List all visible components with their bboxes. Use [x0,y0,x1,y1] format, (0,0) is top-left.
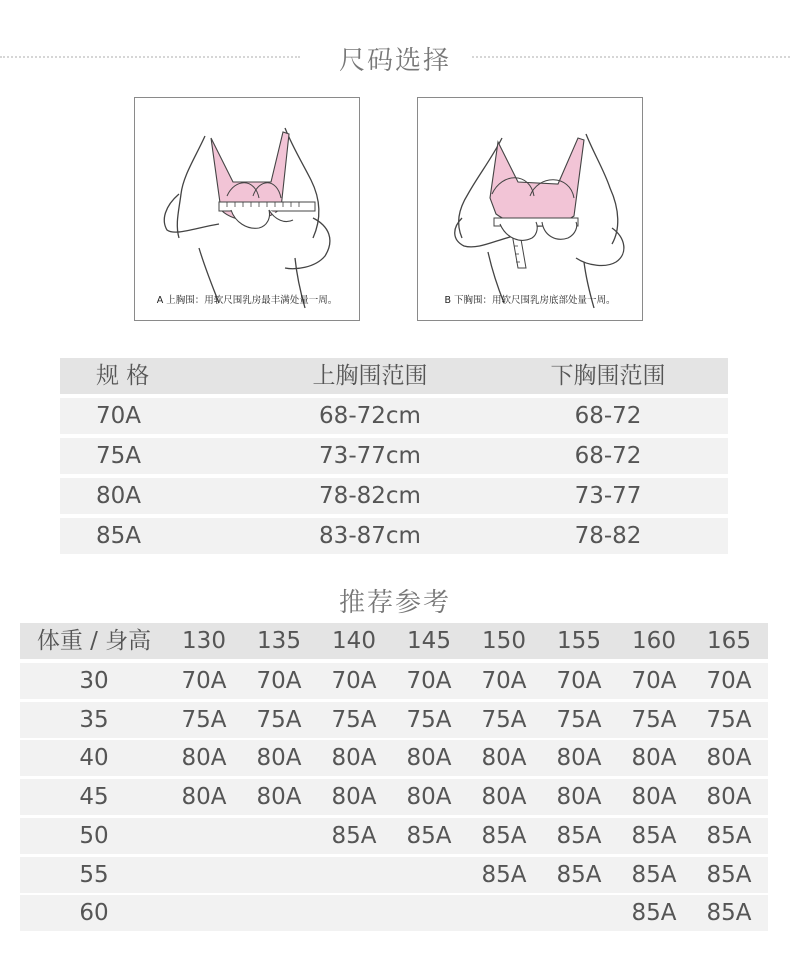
size-recommendation-cell: 80A [181,784,227,811]
size-recommendation-cell: 75A [631,706,677,733]
size-recommendation-cell: 85A [706,900,752,927]
size-recommendation-cell: 80A [256,784,302,811]
table-row [20,779,768,815]
size-recommendation-cell: 85A [406,822,452,849]
table-row [20,857,768,893]
size-recommendation-cell: 75A [556,706,602,733]
weight-cell: 55 [79,861,109,888]
size-recommendation-cell: 80A [556,784,602,811]
size-recommendation-cell: 70A [181,668,227,694]
size-recommendation-cell: 85A [556,822,602,849]
figure-b-caption: B 下胸围：用软尺围乳房底部处量一周。 [444,295,616,306]
size-recommendation-cell: 85A [556,861,602,888]
size-recommendation-cell: 75A [331,706,377,733]
header-under-bust: 下胸围范围 [550,363,666,389]
weight-cell: 45 [79,784,109,811]
corner-header: 体重 / 身高 [36,628,152,654]
table-row [20,702,768,738]
weight-cell: 30 [79,668,109,694]
size-cell: 70A [96,403,142,429]
section-title-size: 尺码选择 [338,46,451,76]
height-header: 160 [632,628,676,654]
size-recommendation-cell: 70A [481,668,527,694]
table-row [60,398,728,434]
size-recommendation-cell: 80A [331,745,377,772]
upper-bust-cell: 68-72cm [319,403,421,429]
reference-header-row [20,623,768,659]
size-recommendation-cell: 70A [256,668,302,694]
weight-cell: 35 [79,706,109,733]
size-recommendation-cell: 70A [406,668,452,694]
size-recommendation-cell: 70A [331,668,377,694]
upper-bust-cell: 73-77cm [319,443,421,469]
section-title-reference: 推荐参考 [338,588,451,618]
size-recommendation-cell: 75A [706,706,752,733]
size-cell: 85A [96,523,142,549]
size-recommendation-cell: 70A [556,668,602,694]
size-recommendation-cell: 80A [631,745,677,772]
size-recommendation-cell: 85A [481,861,527,888]
size-recommendation-cell: 85A [631,822,677,849]
under-bust-cell: 68-72 [574,443,642,469]
size-recommendation-cell: 80A [481,745,527,772]
size-recommendation-cell: 85A [706,861,752,888]
size-recommendation-cell: 80A [631,784,677,811]
size-recommendation-cell: 85A [631,900,677,927]
size-recommendation-cell: 70A [631,668,677,694]
upper-bust-cell: 83-87cm [319,523,421,549]
weight-cell: 50 [79,822,109,849]
table-row [20,895,768,931]
size-recommendation-cell: 85A [706,822,752,849]
table-row [20,818,768,854]
size-recommendation-cell: 75A [256,706,302,733]
size-recommendation-cell: 80A [331,784,377,811]
size-recommendation-cell: 85A [631,861,677,888]
size-recommendation-cell: 80A [481,784,527,811]
weight-cell: 40 [79,745,109,772]
table-row [60,518,728,554]
size-recommendation-cell: 75A [481,706,527,733]
under-bust-cell: 73-77 [574,483,642,509]
size-cell: 75A [96,443,142,469]
size-recommendation-cell: 80A [556,745,602,772]
size-recommendation-cell: 80A [706,784,752,811]
table-row [60,478,728,514]
size-recommendation-cell: 75A [406,706,452,733]
figure-a-caption: A 上胸围：用软尺围乳房最丰满处量一周。 [156,295,338,306]
under-bust-illustration [418,98,642,320]
under-bust-cell: 68-72 [574,403,642,429]
header-size: 规 格 [96,363,150,389]
size-recommendation-cell: 85A [481,822,527,849]
header-upper-bust: 上胸围范围 [312,363,428,389]
height-header: 150 [482,628,526,654]
table-header-row [60,358,728,394]
table-row [20,740,768,776]
table-row [60,438,728,474]
weight-cell: 60 [79,900,109,927]
upper-bust-cell: 78-82cm [319,483,421,509]
size-cell: 80A [96,483,142,509]
height-header: 140 [332,628,376,654]
size-recommendation-cell: 70A [706,668,752,694]
height-header: 135 [257,628,301,654]
measurement-figure-upper-bust [134,97,360,321]
height-header: 155 [557,628,601,654]
size-recommendation-cell: 85A [331,822,377,849]
size-recommendation-cell: 75A [181,706,227,733]
measurement-figure-under-bust [417,97,643,321]
size-recommendation-cell: 80A [406,745,452,772]
size-recommendation-cell: 80A [256,745,302,772]
size-recommendation-cell: 80A [706,745,752,772]
under-bust-cell: 78-82 [574,523,642,549]
height-header: 165 [707,628,751,654]
upper-bust-illustration [135,98,359,320]
size-recommendation-cell: 80A [406,784,452,811]
height-header: 145 [407,628,451,654]
decorative-divider-right [472,56,790,58]
table-row [20,663,768,699]
height-header: 130 [182,628,226,654]
size-recommendation-cell: 80A [181,745,227,772]
